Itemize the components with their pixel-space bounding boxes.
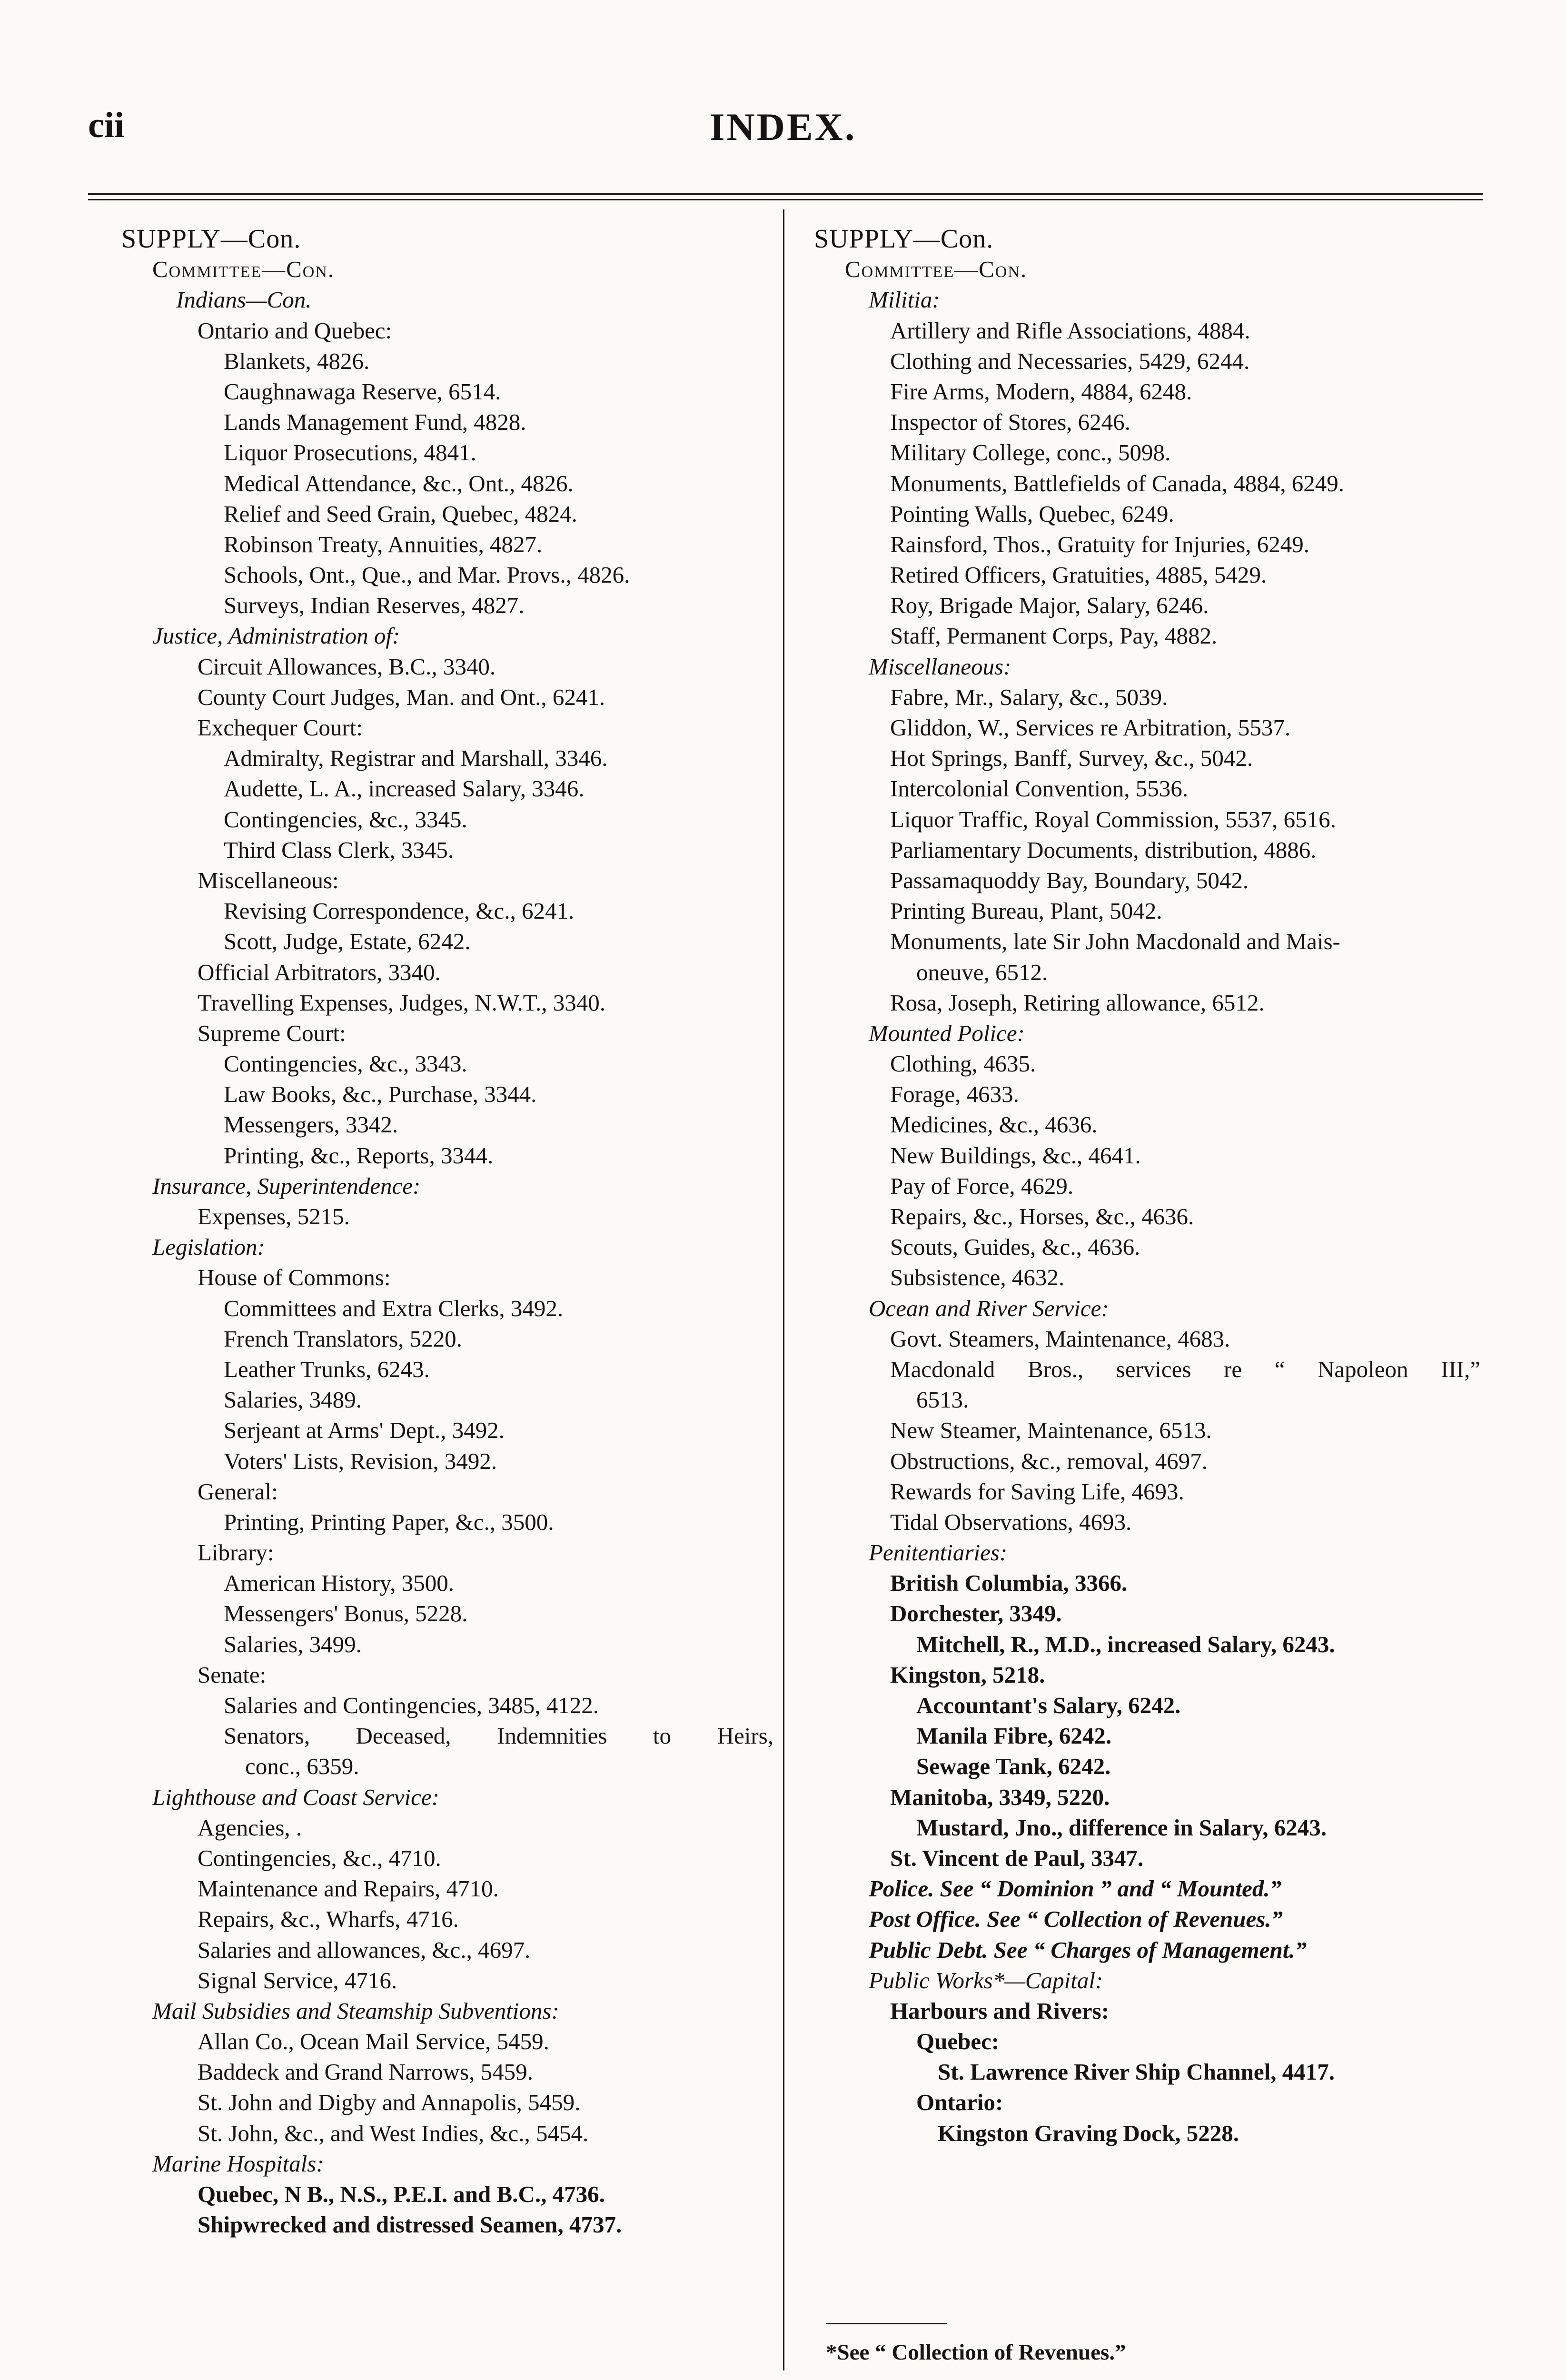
index-entry: Militia: [869, 287, 940, 313]
index-entry: Voters' Lists, Revision, 3492. [224, 1448, 497, 1474]
index-entry: New Steamer, Maintenance, 6513. [890, 1417, 1212, 1444]
index-entry: Accountant's Salary, 6242. [916, 1692, 1181, 1718]
index-entry: Manitoba, 3349, 5220. [890, 1784, 1110, 1810]
page-title: INDEX. [709, 105, 857, 149]
index-entry: Third Class Clerk, 3345. [224, 836, 454, 863]
index-entry: Obstructions, &c., removal, 4697. [890, 1448, 1208, 1474]
index-entry: Law Books, &c., Purchase, 3344. [224, 1081, 537, 1108]
index-entry: County Court Judges, Man. and Ont., 6241. [198, 684, 605, 710]
index-entry: Mitchell, R., M.D., increased Salary, 6243. [916, 1631, 1335, 1657]
index-entry: Public Works*—Capital: [869, 1967, 1103, 1993]
index-entry: Leather Trunks, 6243. [224, 1356, 430, 1382]
index-entry: Admiralty, Registrar and Marshall, 3346. [224, 745, 608, 772]
index-entry: Senators, Deceased, Indemnities to Heirs, [224, 1723, 773, 1749]
index-entry: SUPPLY—Con. [814, 224, 994, 254]
index-entry: Fabre, Mr., Salary, &c., 5039. [890, 684, 1168, 710]
index-entry: SUPPLY—Con. [121, 224, 301, 254]
index-entry: Monuments, late Sir John Macdonald and Mais- [890, 928, 1340, 955]
index-entry: Clothing and Necessaries, 5429, 6244. [890, 347, 1250, 374]
index-entry: conc., 6359. [245, 1753, 359, 1780]
index-entry: Ocean and River Service: [869, 1295, 1109, 1321]
index-entry: 6513. [916, 1387, 969, 1413]
index-entry: Staff, Permanent Corps, Pay, 4882. [890, 623, 1218, 649]
index-entry: Clothing, 4635. [890, 1051, 1036, 1077]
index-entry: General: [198, 1478, 278, 1505]
index-entry: Kingston Graving Dock, 5228. [938, 2120, 1239, 2146]
index-entry: Committee—Con. [845, 256, 1028, 283]
index-entry: Govt. Steamers, Maintenance, 4683. [890, 1325, 1230, 1352]
index-entry: Police. See “ Dominion ” and “ Mounted.” [869, 1875, 1282, 1902]
index-entry: Pay of Force, 4629. [890, 1172, 1074, 1199]
index-entry: French Translators, 5220. [224, 1325, 462, 1352]
index-entry: Lands Management Fund, 4828. [224, 409, 526, 436]
index-entry: St. John, &c., and West Indies, &c., 5454. [198, 2120, 589, 2146]
index-entry: Printing Bureau, Plant, 5042. [890, 898, 1162, 924]
index-entry: Subsistence, 4632. [890, 1264, 1065, 1291]
index-entry: Macdonald Bros., services re “ Napoleon III,” [890, 1356, 1480, 1382]
index-entry: Revising Correspondence, &c., 6241. [224, 898, 575, 924]
index-entry: Shipwrecked and distressed Seamen, 4737. [198, 2211, 622, 2238]
index-entry: Contingencies, &c., 4710. [198, 1844, 441, 1871]
index-entry: Parliamentary Documents, distribution, 4886. [890, 836, 1317, 863]
index-entry: Rainsford, Thos., Gratuity for Injuries, 6249. [890, 531, 1309, 557]
index-entry: New Buildings, &c., 4641. [890, 1142, 1141, 1169]
index-entry: Fire Arms, Modern, 4884, 6248. [890, 378, 1192, 405]
index-entry: Post Office. See “ Collection of Revenues.” [869, 1906, 1283, 1933]
index-entry: Miscellaneous: [198, 867, 339, 893]
index-entry: Repairs, &c., Wharfs, 4716. [198, 1906, 459, 1933]
index-entry: Medicines, &c., 4636. [890, 1111, 1098, 1138]
footnote: *See “ Collection of Revenues.” [826, 2340, 1126, 2365]
index-entry: Circuit Allowances, B.C., 3340. [198, 653, 496, 680]
index-entry: Expenses, 5215. [198, 1203, 350, 1230]
page-number: cii [88, 105, 124, 145]
index-entry: Senate: [198, 1661, 267, 1688]
index-entry: Printing, Printing Paper, &c., 3500. [224, 1508, 554, 1535]
index-entry: Travelling Expenses, Judges, N.W.T., 3340. [198, 989, 605, 1016]
index-entry: Committees and Extra Clerks, 3492. [224, 1295, 564, 1321]
index-entry: Salaries, 3499. [224, 1631, 362, 1657]
index-entry: Serjeant at Arms' Dept., 3492. [224, 1417, 505, 1444]
index-entry: Library: [198, 1539, 274, 1566]
index-entry: Artillery and Rifle Associations, 4884. [890, 317, 1250, 344]
index-entry: Relief and Seed Grain, Quebec, 4824. [224, 500, 577, 527]
index-entry: Liquor Prosecutions, 4841. [224, 439, 476, 466]
index-entry: Ontario: [916, 2089, 1003, 2116]
index-entry: Mustard, Jno., difference in Salary, 6243. [916, 1814, 1327, 1841]
index-entry: Lighthouse and Coast Service: [152, 1784, 439, 1810]
index-entry: Mounted Police: [869, 1020, 1025, 1046]
header-rule-top [88, 193, 1483, 195]
footnote-rule [826, 2323, 947, 2324]
index-entry: Intercolonial Convention, 5536. [890, 775, 1188, 802]
index-entry: Justice, Administration of: [152, 623, 400, 649]
index-entry: Hot Springs, Banff, Survey, &c., 5042. [890, 745, 1253, 772]
index-entry: Messengers, 3342. [224, 1111, 398, 1138]
index-entry: Rewards for Saving Life, 4693. [890, 1478, 1184, 1505]
index-entry: Audette, L. A., increased Salary, 3346. [224, 775, 585, 802]
column-divider [783, 209, 784, 2370]
index-entry: Forage, 4633. [890, 1081, 1019, 1108]
index-entry: Insurance, Superintendence: [152, 1172, 421, 1199]
index-entry: Roy, Brigade Major, Salary, 6246. [890, 592, 1209, 619]
index-entry: Official Arbitrators, 3340. [198, 959, 441, 985]
index-entry: Indians—Con. [176, 287, 312, 313]
index-entry: Robinson Treaty, Annuities, 4827. [224, 531, 543, 557]
index-entry: oneuve, 6512. [916, 959, 1048, 985]
index-entry: Dorchester, 3349. [890, 1600, 1062, 1627]
index-entry: Rosa, Joseph, Retiring allowance, 6512. [890, 989, 1265, 1016]
index-entry: Salaries, 3489. [224, 1387, 362, 1413]
index-entry: Quebec, N B., N.S., P.E.I. and B.C., 4736. [198, 2181, 605, 2207]
index-entry: Gliddon, W., Services re Arbitration, 5537. [890, 714, 1291, 741]
header-rule-bottom [88, 199, 1483, 200]
index-entry: Monuments, Battlefields of Canada, 4884, 6249. [890, 470, 1344, 496]
index-entry: Liquor Traffic, Royal Commission, 5537, 6516. [890, 806, 1336, 833]
index-entry: Repairs, &c., Horses, &c., 4636. [890, 1203, 1194, 1230]
index-entry: Blankets, 4826. [224, 347, 370, 374]
index-entry: Signal Service, 4716. [198, 1967, 397, 1993]
index-entry: Ontario and Quebec: [198, 317, 392, 344]
index-entry: Contingencies, &c., 3343. [224, 1051, 467, 1077]
index-entry: Miscellaneous: [869, 653, 1011, 680]
index-entry: American History, 3500. [224, 1570, 454, 1597]
index-entry: St. John and Digby and Annapolis, 5459. [198, 2089, 581, 2116]
index-entry: Maintenance and Repairs, 4710. [198, 1875, 499, 1902]
index-column-right [814, 224, 1480, 2149]
index-entry: Agencies, . [198, 1814, 302, 1841]
index-entry: House of Commons: [198, 1264, 391, 1291]
index-entry: Kingston, 5218. [890, 1661, 1045, 1688]
index-entry: Passamaquoddy Bay, Boundary, 5042. [890, 867, 1249, 893]
index-entry: Schools, Ont., Que., and Mar. Provs., 4826. [224, 562, 630, 588]
index-entry: Scott, Judge, Estate, 6242. [224, 928, 471, 955]
index-entry: Marine Hospitals: [152, 2150, 324, 2177]
index-entry: Scouts, Guides, &c., 4636. [890, 1234, 1140, 1260]
index-entry: St. Lawrence River Ship Channel, 4417. [938, 2059, 1335, 2085]
index-entry: Medical Attendance, &c., Ont., 4826. [224, 470, 574, 496]
index-entry: Sewage Tank, 6242. [916, 1753, 1111, 1780]
index-entry: Penitentiaries: [869, 1539, 1008, 1566]
index-entry: Salaries and Contingencies, 3485, 4122. [224, 1692, 599, 1718]
index-entry: Military College, conc., 5098. [890, 439, 1171, 466]
index-entry: Supreme Court: [198, 1020, 346, 1046]
index-entry: Manila Fibre, 6242. [916, 1723, 1112, 1749]
index-entry: Exchequer Court: [198, 714, 363, 741]
index-column-left [121, 224, 773, 2240]
index-entry: Tidal Observations, 4693. [890, 1508, 1132, 1535]
index-entry: Messengers' Bonus, 5228. [224, 1600, 468, 1627]
index-entry: Surveys, Indian Reserves, 4827. [224, 592, 525, 619]
index-entry: Salaries and allowances, &c., 4697. [198, 1936, 531, 1963]
index-entry: St. Vincent de Paul, 3347. [890, 1844, 1144, 1871]
index-entry: Printing, &c., Reports, 3344. [224, 1142, 494, 1169]
index-entry: British Columbia, 3366. [890, 1570, 1128, 1597]
index-entry: Public Debt. See “ Charges of Management.” [869, 1936, 1307, 1963]
index-entry: Allan Co., Ocean Mail Service, 5459. [198, 2028, 549, 2055]
index-entry: Harbours and Rivers: [890, 1997, 1110, 2024]
index-entry: Pointing Walls, Quebec, 6249. [890, 500, 1174, 527]
index-entry: Legislation: [152, 1234, 265, 1260]
index-entry: Caughnawaga Reserve, 6514. [224, 378, 501, 405]
index-entry: Mail Subsidies and Steamship Subventions: [152, 1997, 559, 2024]
index-entry: Quebec: [916, 2028, 1000, 2055]
index-entry: Inspector of Stores, 6246. [890, 409, 1130, 436]
index-entry: Contingencies, &c., 3345. [224, 806, 467, 833]
index-entry: Committee—Con. [152, 256, 335, 283]
index-entry: Retired Officers, Gratuities, 4885, 5429. [890, 562, 1267, 588]
index-entry: Baddeck and Grand Narrows, 5459. [198, 2059, 533, 2085]
